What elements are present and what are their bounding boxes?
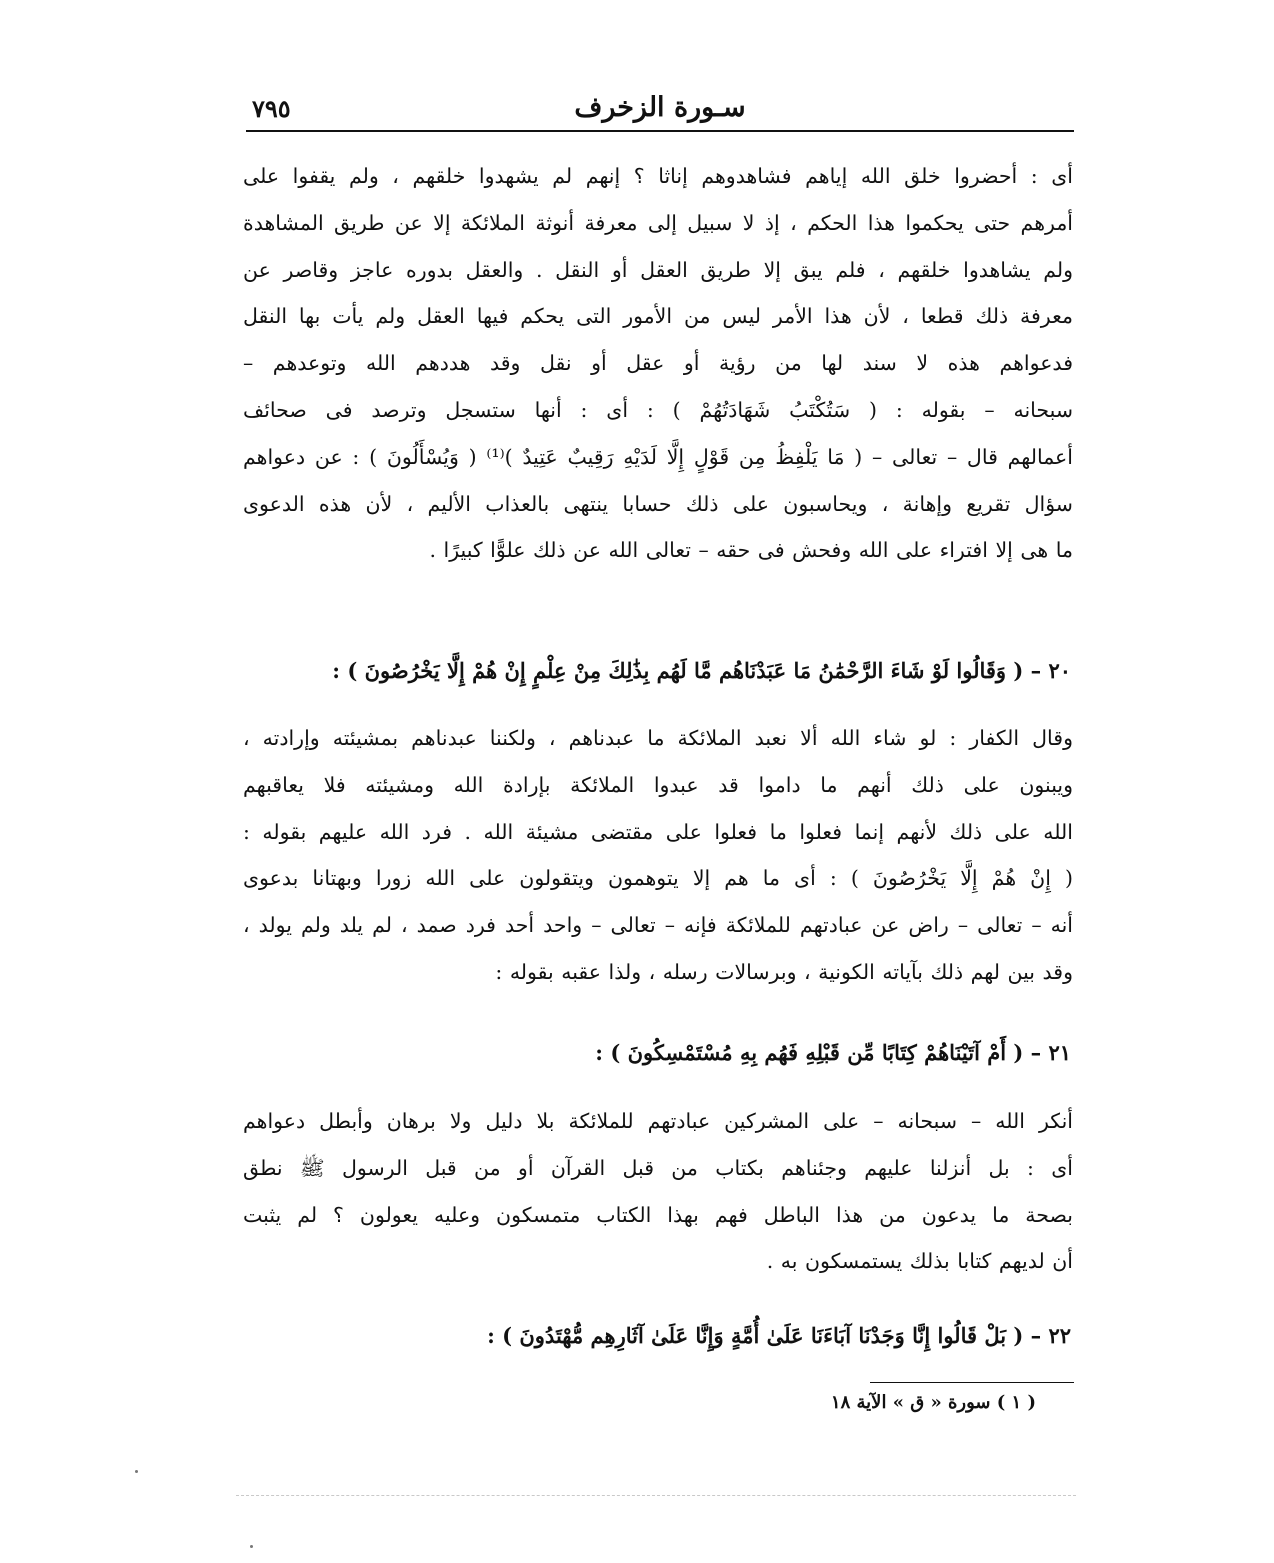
text-line: ( إِنْ هُمْ إِلَّا يَخْرُصُونَ ) : أى ما هم إلا يتوهمون ويتقولون على الله زورا وبهتانا بدعوى <box>243 866 1073 891</box>
page-number: ٧٩٥ <box>252 94 291 123</box>
text-line: أنكر الله – سبحانه – على المشركين عبادتهم للملائكة بلا دليل ولا برهان وأبطل دعواهم <box>243 1109 1073 1133</box>
commentary-paragraph-1 <box>243 153 1073 574</box>
text-line: وقال الكفار : لو شاء الله ألا نعبد الملائكة ما عبدناهم ، ولكننا عبدناهم بمشيئته وإرادته ، <box>243 726 1073 750</box>
surah-title: سـورة الزخرف <box>574 92 746 123</box>
text-line: ويبنون على ذلك أنهم ما داموا قد عبدوا الملائكة بإرادة الله ومشيئته فلا يعاقبهم <box>243 772 1073 797</box>
text-line: ولم يشاهدوا خلقهم ، فلم يبق إلا طريق العقل أو النقل . والعقل بدوره عاجز وقاصر عن <box>243 257 1073 282</box>
verse-20: ٢٠ – ( وَقَالُوا لَوْ شَاءَ الرَّحْمَٰنُ مَا عَبَدْنَاهُم مَّا لَهُم بِذَٰلِكَ مِنْ عِلْمٍ إِنْ هُمْ إِلَّا يَخْرُصُونَ ) : <box>332 658 1071 683</box>
text-line: الله على ذلك لأنهم إنما فعلوا ما فعلوا على مقتضى مشيئة الله . فرد الله عليهم بقوله : <box>243 819 1073 844</box>
text-line: أن لديهم كتابا بذلك يستمسكون به . <box>766 1249 1073 1274</box>
text-line: وقد بين لهم ذلك بآياته الكونية ، وبرسالات رسله ، ولذا عقبه بقوله : <box>495 959 1073 984</box>
text-line: سؤال تقريع وإهانة ، ويحاسبون على ذلك حسابا ينتهى بالعذاب الأليم ، لأن هذه الدعوى <box>243 491 1073 516</box>
verse-21: ٢١ – ( أَمْ آتَيْنَاهُمْ كِتَابًا مِّن قَبْلِهِ فَهُم بِهِ مُسْتَمْسِكُونَ ) : <box>595 1040 1071 1065</box>
text-line: سبحانه – بقوله : ( سَتُكْتَبُ شَهَادَتُهُمْ ) : أى : أنها ستسجل وترصد فى صحائف <box>243 397 1073 422</box>
page-header <box>246 88 1074 128</box>
header-divider <box>246 130 1074 132</box>
text-line: فدعواهم هذه لا سند لها من رؤية أو عقل أو نقل وقد هددهم الله وتوعدهم – <box>243 351 1073 376</box>
verse-22: ٢٢ – ( بَلْ قَالُوا إِنَّا وَجَدْنَا آبَاءَنَا عَلَىٰ أُمَّةٍ وَإِنَّا عَلَىٰ آثَارِهِم مُّهْتَدُونَ ) : <box>487 1323 1071 1348</box>
text-line: أى : أحضروا خلق الله إياهم فشاهدوهم إناثا ؟ إنهم لم يشهدوا خلقهم ، ولم يقفوا على <box>243 164 1073 188</box>
commentary-paragraph-3 <box>243 1098 1073 1285</box>
text-line: أنه – تعالى – راض عن عبادتهم للملائكة فإنه – تعالى – واحد أحد فرد صمد ، لم يلد ولم يولد ، <box>243 913 1073 938</box>
text-line: معرفة ذلك قطعا ، لأن هذا الأمر ليس من الأمور التى يحكم فيها العقل ولم يأت بها النقل <box>243 304 1073 329</box>
scan-speck <box>250 1545 253 1548</box>
text-line: ما هى إلا افتراء على الله وفحش فى حقه – تعالى الله عن ذلك علوًّا كبيرًا . <box>429 538 1073 563</box>
commentary-paragraph-2 <box>243 715 1073 996</box>
scan-speck <box>135 1470 138 1473</box>
text-line: أعمالهم قال – تعالى – ( مَا يَلْفِظُ مِن قَوْلٍ إِلَّا لَدَيْهِ رَقِيبٌ عَتِيدٌ )⁽¹⁾ ( وَيُسْأَلُونَ ) : عن دعواهم <box>243 444 1073 469</box>
page-bottom-edge <box>236 1495 1076 1496</box>
footnote: ( ١ ) سورة « ق » الآية ١٨ <box>830 1392 1036 1413</box>
text-line: أمرهم حتى يحكموا هذا الحكم ، إذ لا سبيل إلى معرفة أنوثة الملائكة إلا عن طريق المشاهدة <box>243 210 1073 235</box>
text-line: بصحة ما يدعون من هذا الباطل فهم بهذا الكتاب متمسكون وعليه يعولون ؟ لم يثبت <box>243 1202 1073 1227</box>
footnote-divider <box>870 1382 1074 1383</box>
text-line: أى : بل أنزلنا عليهم وجئناهم بكتاب من قبل القرآن أو من قبل الرسول ﷺ نطق <box>243 1155 1073 1180</box>
